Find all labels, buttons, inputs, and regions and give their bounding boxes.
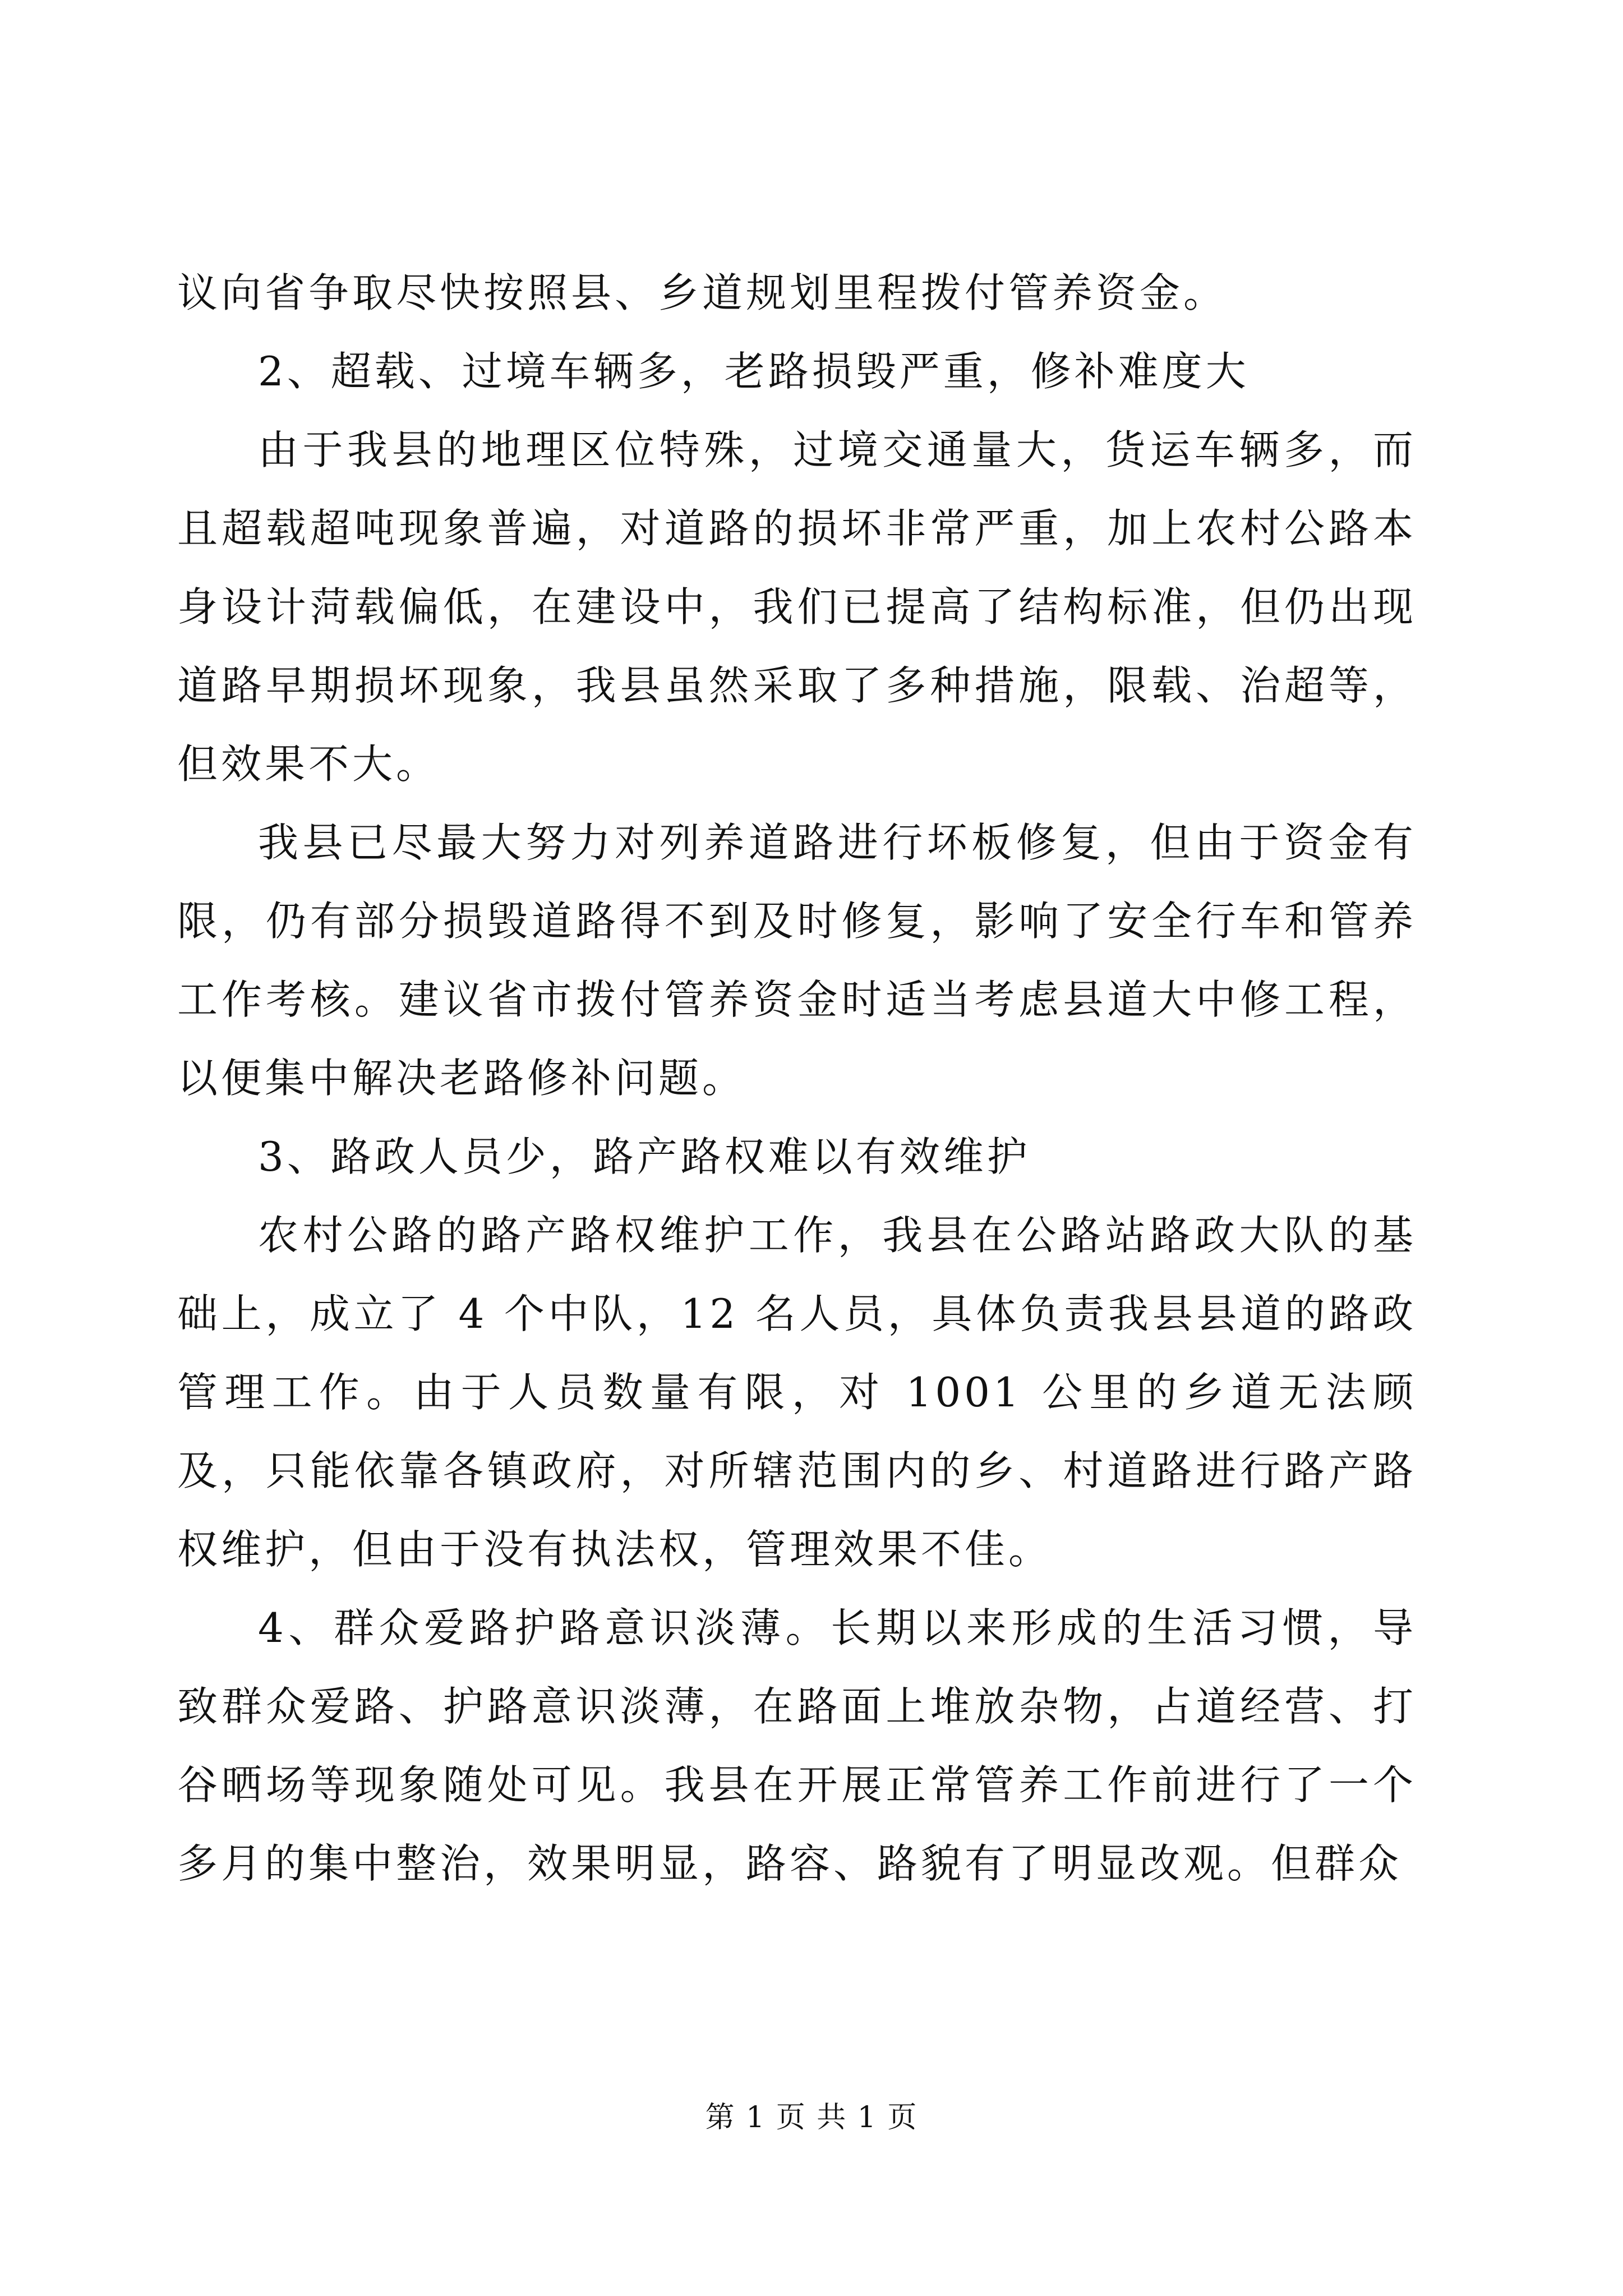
paragraph-repair: 我县已尽最大努力对列养道路进行坏板修复，但由于资金有限，仍有部分损毁道路得不到及时修复，影响了安全行车和管养工作考核。建议省市拨付管养资金时适当考虑县道大中修工程，以便集中解决老路修补问题。 [177,819,1417,1102]
page-footer: 第 1 页 共 1 页 [705,2101,918,2134]
heading-item-3: 3、路政人员少，路产路权难以有效维护 [258,1133,1031,1180]
paragraph-continuation: 议向省争取尽快按照县、乡道规划里程拨付管养资金。 [177,269,1228,316]
document-body [177,254,1417,1903]
paragraph-public-awareness: 4、群众爱路护路意识淡薄。长期以来形成的生活习惯，导致群众爱路、护路意识淡薄，在路面上堆放杂物，占道经营、打谷晒场等现象随处可见。我县在开展正常管养工作前进行了一个多月的集中整治，效果明显，路容、路貌有了明显改观。但群众 [177,1604,1417,1887]
heading-item-2: 2、超载、过境车辆多，老路损毁严重，修补难度大 [258,348,1249,395]
paragraph-overload: 由于我县的地理区位特殊，过境交通量大，货运车辆多，而且超载超吨现象普遍，对道路的损坏非常严重，加上农村公路本身设计菏载偏低，在建设中，我们已提高了结构标准，但仍出现道路早期损坏现象，我县虽然采取了多种措施，限载、治超等，但效果不大。 [177,426,1417,788]
paragraph-road-admin: 农村公路的路产路权维护工作，我县在公路站路政大队的基础上，成立了 4 个中队，12 名人员，具体负责我县县道的路政管理工作。由于人员数量有限，对 1001 公里的乡道无法顾及，只能依靠各镇政府，对所辖范围内的乡、村道路进行路产路权维护，但由于没有执法权，管理效果不佳。 [177,1212,1417,1573]
